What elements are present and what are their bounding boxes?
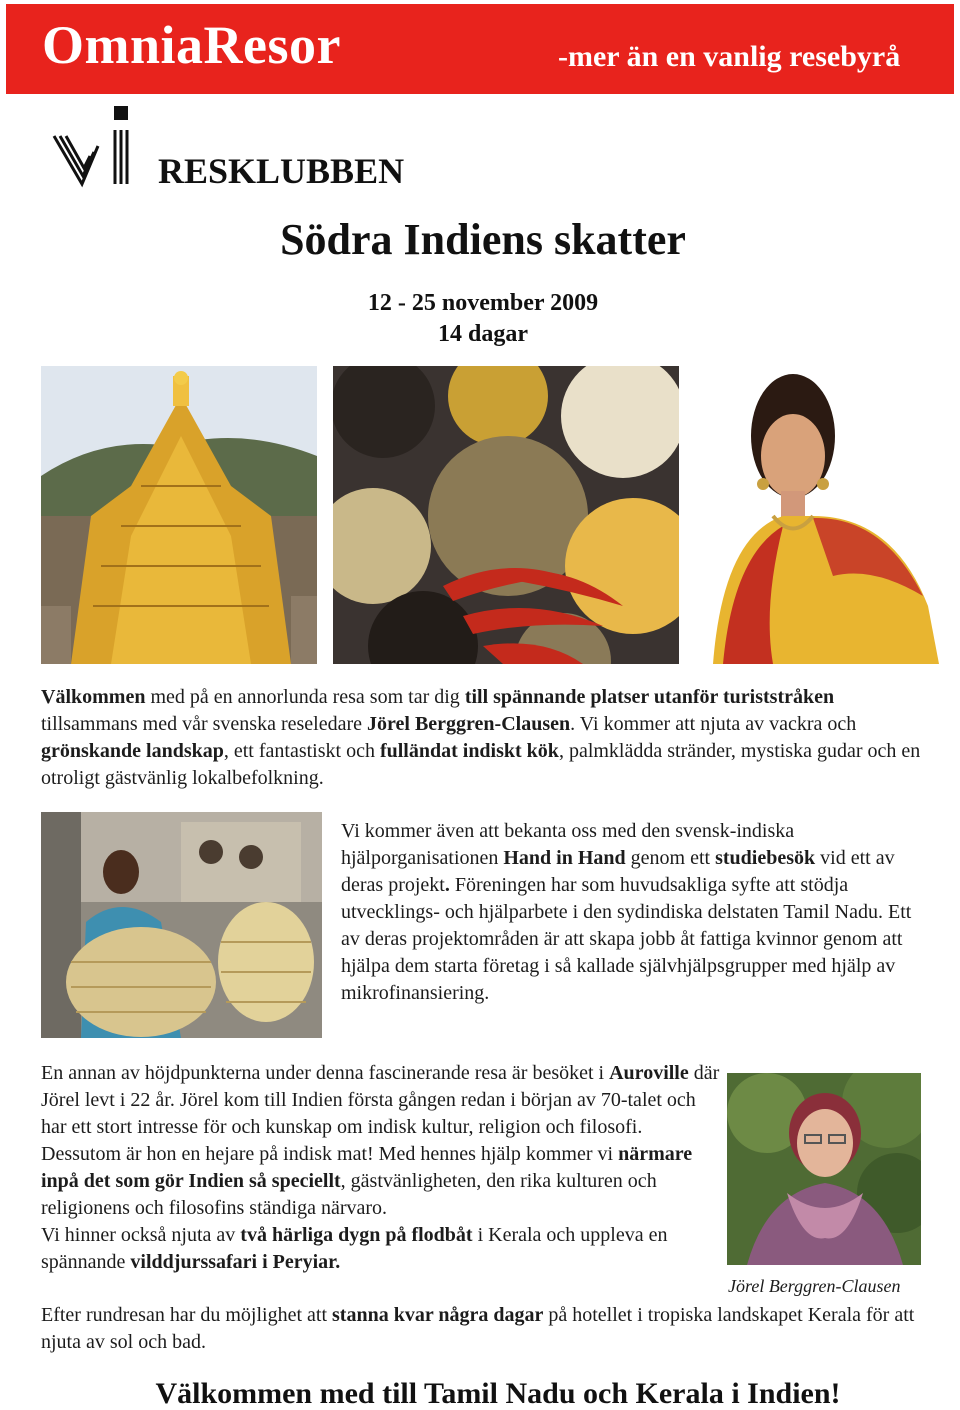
auro-text: En annan av höjdpunkterna under denna fascinerande resa är besöket i [41,1062,610,1084]
hand-in-hand-paragraph [341,818,931,1007]
auro-text: i Kerala och uppleva en spännande [41,1224,668,1273]
auro-highlight: vilddjurssafari i Peryiar. [130,1251,341,1273]
auro-place: Auroville [609,1062,689,1084]
intro-welcome: Välkommen [41,686,146,708]
hih-text: vid ett av deras projekt [341,847,895,896]
trip-duration: 14 dagar [438,321,528,348]
intro-text: med på en annorlunda resa som tar dig [145,686,465,708]
auroville-paragraph [41,1060,721,1276]
hih-text: Vi kommer även att bekanta oss med den svensk-indiska hjälporganisationen [341,820,795,869]
auro-highlight: närmare inpå det som gör Indien så speciellt [41,1143,693,1192]
hih-highlight: studiebesök [715,847,816,869]
intro-text: , palmklädda stränder, mystiska gudar och en otroligt gästvänlig lokalbefolkning. [41,740,921,789]
brand-slogan: -mer än en vanlig resebyrå [558,40,901,73]
tail-text: på hotellet i tropiska landskapet Kerala för att njuta av sol och bad. [41,1304,915,1353]
intro-highlight: fulländat indiskt kök [379,740,559,762]
guide-portrait-photo [727,1073,921,1265]
woman-in-sari-photo [693,366,939,664]
auro-text: Vi hinner också njuta av [41,1224,241,1246]
intro-text: , ett fantastiskt och [223,740,380,762]
closing-headline: Välkommen med till Tamil Nadu och Kerala i Indien! [155,1377,841,1410]
intro-paragraph [41,684,921,792]
intro-text: . Vi kommer att njuta av vackra och [570,713,857,735]
guide-caption: Jörel Berggren-Clausen [728,1276,901,1296]
hih-org-name: Hand in Hand [503,847,626,869]
intro-highlight: grönskande landskap [41,740,224,762]
auro-highlight: två härliga dygn på flodbåt [240,1224,473,1246]
temple-photo [41,366,317,664]
intro-highlight: till spännande platser utanför turiststråken [464,686,835,708]
club-name: RESKLUBBEN [158,151,405,191]
auro-text: , gästvänligheten, den rika kulturen och religionens och filosofins ständiga närvaro. [41,1170,657,1219]
intro-text: tillsammans med vår svenska reseledare [41,713,367,735]
tail-text: Efter rundresan har du möjlighet att [41,1304,333,1326]
trip-title: Södra Indiens skatter [280,215,686,264]
trip-dates [0,288,960,350]
intro-guide-name: Jörel Berggren-Clausen [367,713,571,735]
tail-highlight: stanna kvar några dagar [332,1304,544,1326]
basket-weaver-photo [41,812,322,1038]
auro-text: där Jörel levt i 22 år. Jörel kom till Indien första gången redan i början av 70-talet och har ett stort intresse för och kunskap om indisk kultur, religion och filosofi. Dessutom är hon en hejare på indisk mat! Med hennes hjälp kommer vi [41,1062,720,1165]
vi-logo-icon [52,106,136,188]
spices-photo [333,366,679,664]
hih-text: Föreningen har som huvudsakliga syfte att stödja utvecklings- och hjälparbete i den sydindiska delstaten Tamil Nadu. Ett av deras projektområden är att skapa jobb åt fattiga kvinnor genom att hjälpa dem starta företag i så kallade självhjälpsgrupper med hjälp av mikrofinansiering. [341,874,912,1004]
extension-paragraph [41,1302,941,1356]
trip-date-range: 12 - 25 november 2009 [367,290,599,316]
hih-text: . [444,874,450,896]
brand-name: OmniaResor [42,15,341,75]
hih-text: genom ett [625,847,716,869]
